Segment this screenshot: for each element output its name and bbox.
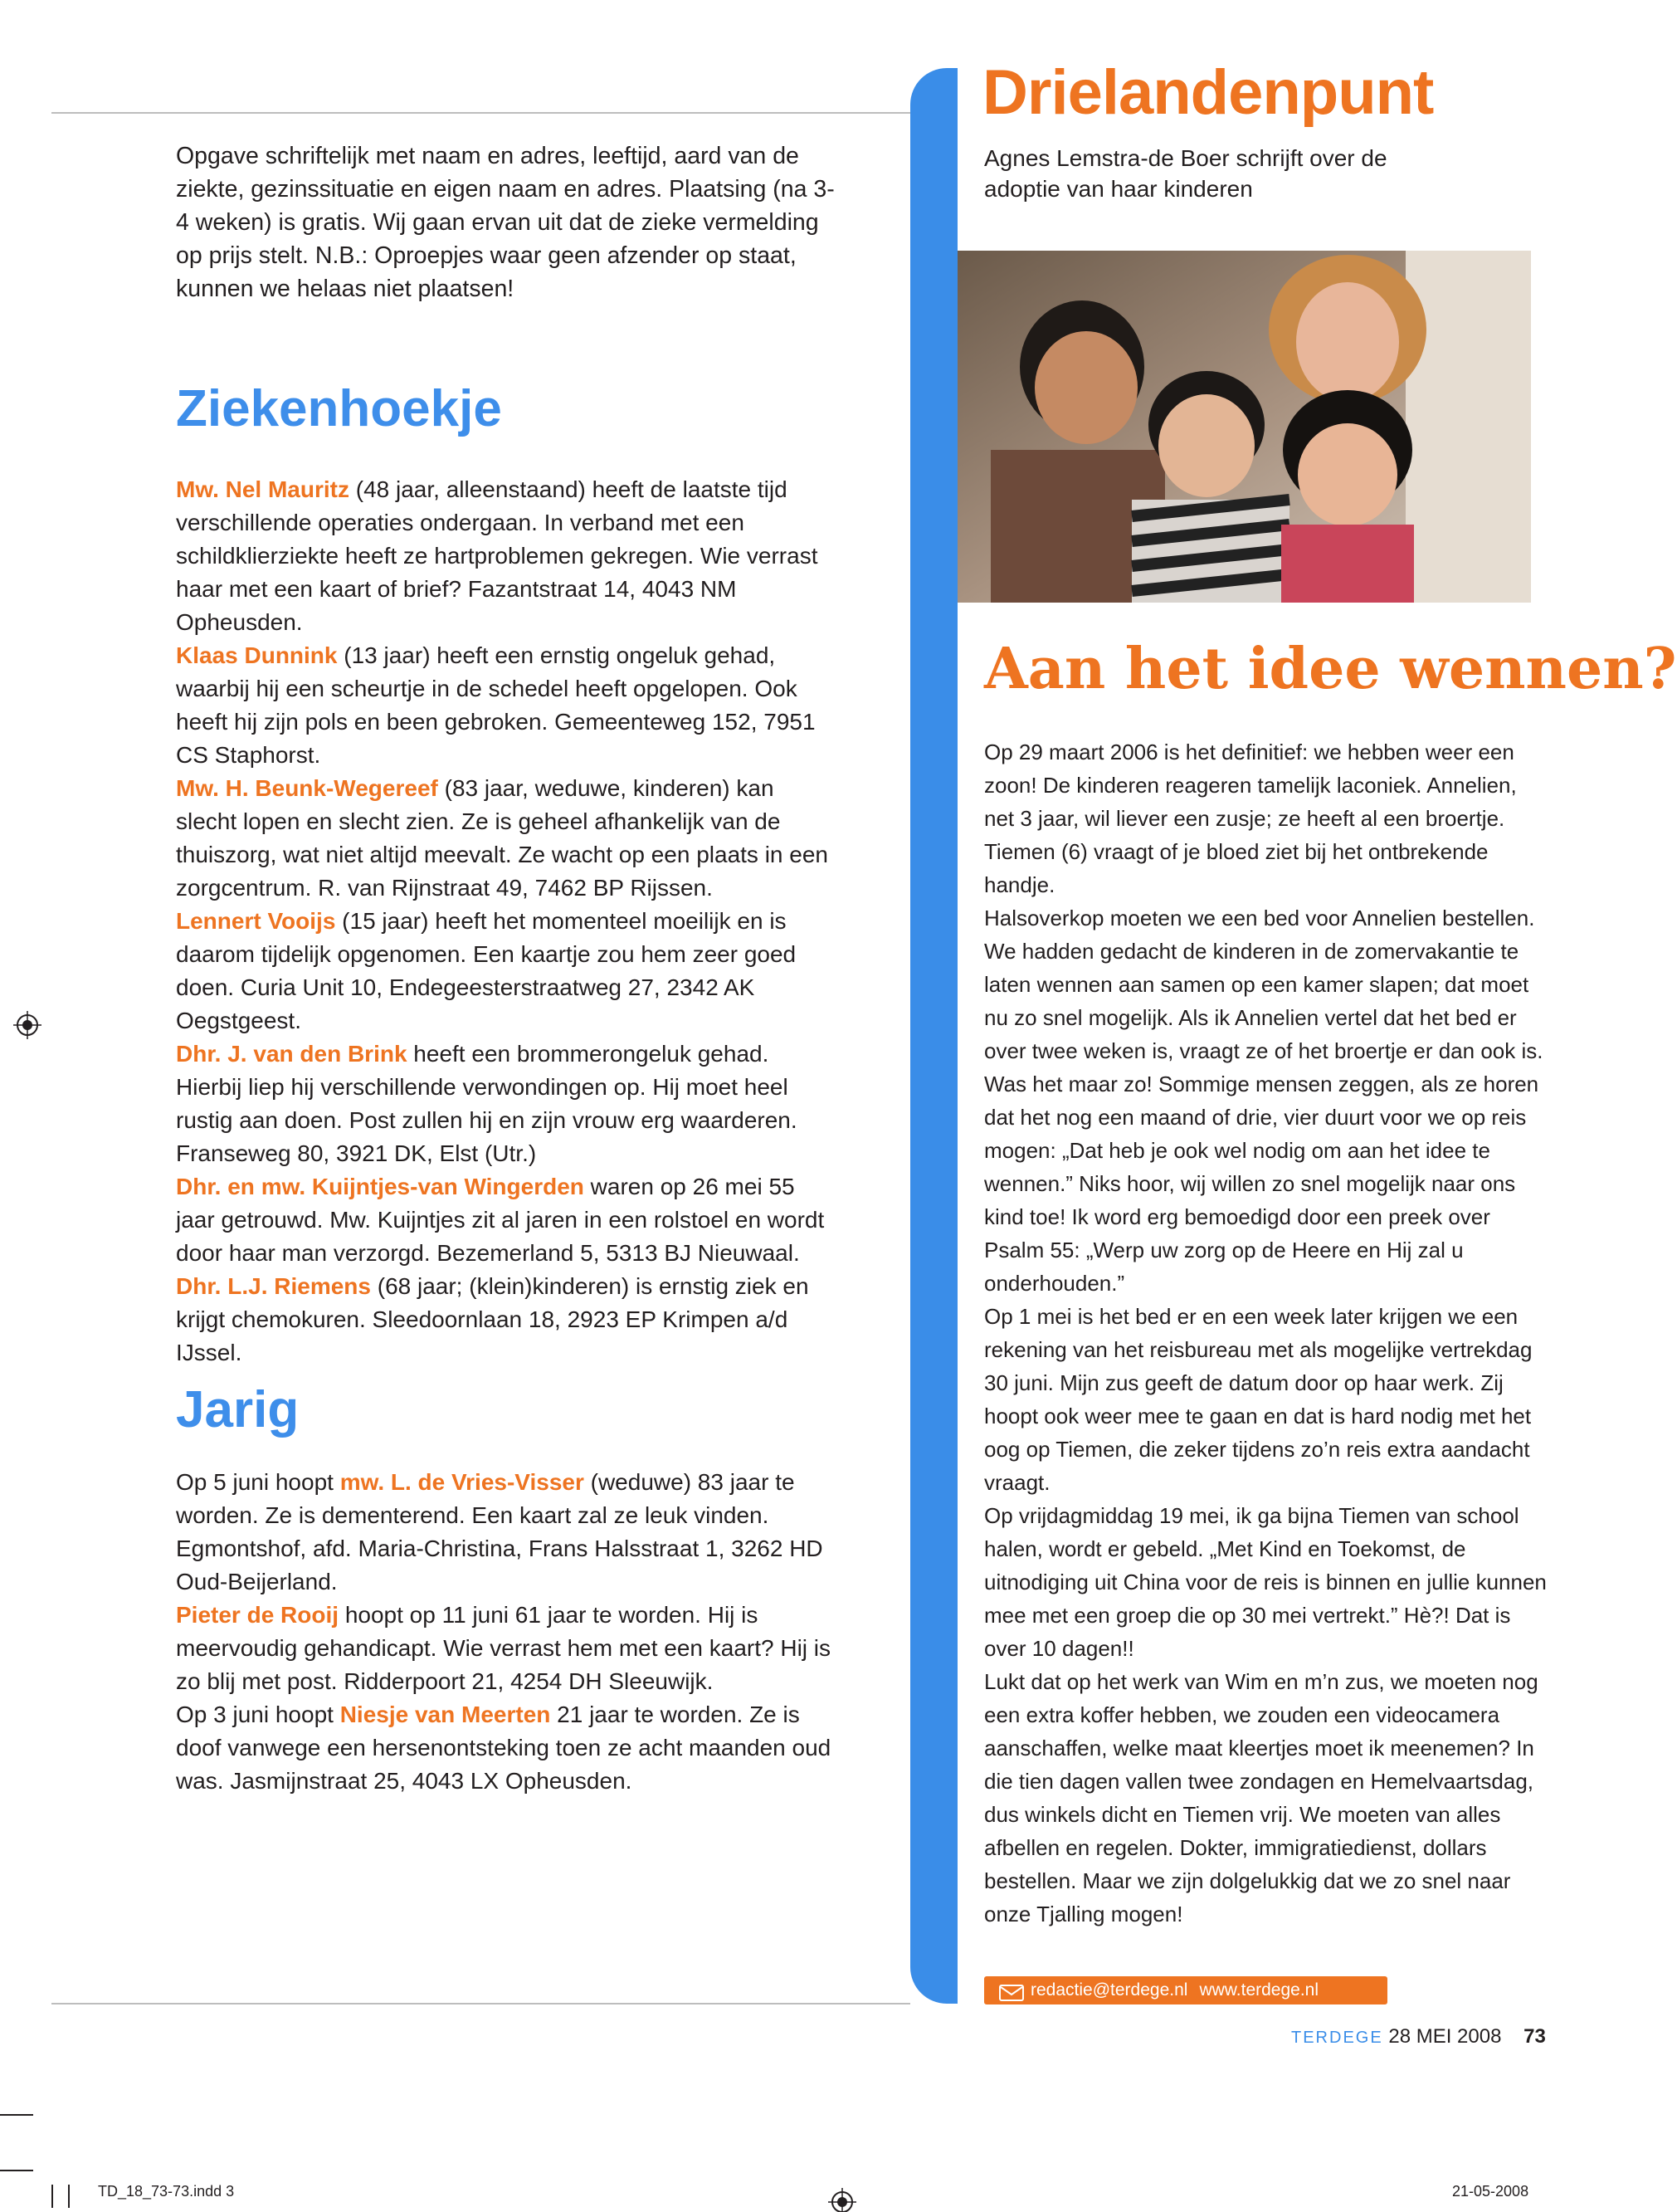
registration-mark-bottom bbox=[828, 2188, 856, 2212]
slug-date: 21-05-2008 bbox=[1452, 2183, 1529, 2200]
entry-text: (68 jaar; (klein)kinderen) is ernstig ziek en krijgt chemokuren. Sleedoornlaan 18, 2923 EP Krimpen a/d IJssel. bbox=[176, 1273, 809, 1365]
family-photo bbox=[958, 251, 1531, 603]
ziekenhoekje-entries bbox=[176, 473, 840, 1370]
entry bbox=[176, 639, 840, 772]
crop-mark-left bbox=[0, 2114, 33, 2116]
article-paragraph: Op 29 maart 2006 is het definitief: we hebben weer een zoon! De kinderen reageren tamelijk laconiek. Annelien, net 3 jaar, wil liever een zusje; ze heeft al een broertje. Tiemen (6) vraagt of je bloed ziet bij het ontbrekende handje. bbox=[984, 740, 1517, 897]
page-number: 73 bbox=[1523, 2025, 1546, 2048]
entry-text: (13 jaar) heeft een ernstig ongeluk gehad, waarbij hij een scheurtje in de schedel heeft opgelopen. Ook heeft hij zijn pols en been gebroken. Gemeenteweg 152, 7951 CS Staphorst. bbox=[176, 642, 816, 768]
entry-name: Pieter de Rooij bbox=[176, 1602, 339, 1628]
column-subtitle: Agnes Lemstra-de Boer schrijft over de adoptie van haar kinderen bbox=[984, 145, 1387, 202]
article-paragraph: Op vrijdagmiddag 19 mei, ik ga bijna Tiemen van school halen, wordt er gebeld. „Met Kind en Toekomst, de uitnodiging uit China voor de reis is binnen en jullie kunnen mee met een groep die op 30 mei vertrekt.” Hè?! Dat is over 10 dagen!! bbox=[984, 1503, 1547, 1661]
article-headline: Aan het idee wennen? bbox=[984, 636, 1677, 702]
entry-name: Klaas Dunnink bbox=[176, 642, 338, 668]
intro-paragraph: Opgave schriftelijk met naam en adres, leeftijd, aard van de ziekte, gezinssituatie en eigen naam en adres. Plaatsing (na 3-4 weken) is gratis. Wij gaan ervan uit dat de zieke vermelding op prijs stelt. N.B.: Oproepjes waar geen afzender op staat, kunnen we helaas niet plaatsen! bbox=[176, 143, 835, 302]
entry-name: Dhr. L.J. Riemens bbox=[176, 1273, 371, 1299]
entry-text: heeft een brommerongeluk gehad. Hierbij liep hij verschillende verwondingen op. Hij moet heel rustig aan doen. Post zullen hij en zijn vrouw erg waarderen. Franseweg 80, 3921 DK, Elst (Utr.) bbox=[176, 1041, 797, 1166]
entry-text: waren op 26 mei 55 jaar getrouwd. Mw. Kuijntjes zit al jaren in een rolstoel en wordt door haar man verzorgd. Bezemerland 5, 5313 BJ Nieuwaal. bbox=[176, 1174, 825, 1266]
page-footer bbox=[1291, 2025, 1546, 2048]
entry bbox=[176, 1599, 840, 1698]
crop-mark-vertical-2 bbox=[68, 2185, 70, 2208]
crop-mark-left-2 bbox=[0, 2170, 33, 2171]
entry bbox=[176, 473, 840, 639]
entry bbox=[176, 772, 840, 905]
entry-text: hoopt op 11 juni 61 jaar te worden. Hij is meervoudig gehandicapt. Wie verrast hem met een kaart? Hij is zo blij met post. Ridderpoort 21, 4254 DH Sleeuwijk. bbox=[176, 1602, 831, 1694]
entry-text: (weduwe) 83 jaar te worden. Ze is dementerend. Een kaart zal ze leuk vinden. Egmontshof, afd. Maria-Christina, Frans Halsstraat 1, 3262 HD Oud-Beijerland. bbox=[176, 1469, 823, 1594]
entry-name: Dhr. J. van den Brink bbox=[176, 1041, 407, 1067]
registration-mark-left bbox=[13, 1011, 41, 1043]
entry bbox=[176, 1698, 840, 1798]
entry-text: (83 jaar, weduwe, kinderen) kan slecht lopen en slecht zien. Ze is geheel afhankelijk van de thuiszorg, wat niet altijd meevalt. Ze wacht op een plaats in een zorgcentrum. R. van Rijnstraat 49, 7462 BP Rijssen. bbox=[176, 775, 828, 901]
entry-text: 21 jaar te worden. Ze is doof vanwege een hersenontsteking toen ze acht maanden oud was. Jasmijnstraat 25, 4043 LX Opheusden. bbox=[176, 1702, 831, 1794]
entry bbox=[176, 1466, 840, 1599]
column-title: Drielandenpunt bbox=[982, 57, 1434, 128]
entry bbox=[176, 1270, 840, 1370]
jarig-title: Jarig bbox=[176, 1381, 300, 1438]
article-body bbox=[984, 735, 1548, 1931]
entry bbox=[176, 1170, 840, 1270]
jarig-entries bbox=[176, 1466, 840, 1798]
ziekenhoekje-title: Ziekenhoekje bbox=[176, 380, 502, 437]
entry-intro: Op 5 juni hoopt bbox=[176, 1469, 340, 1495]
article-paragraph: Lukt dat op het werk van Wim en m’n zus, we moeten nog een extra koffer hebben, we zouden een videocamera aanschaffen, welke maat kleertjes moet ik meenemen? In die tien dagen vallen twee zondagen en Hemelvaartsdag, dus winkels dicht en Tiemen vrij. We moeten van alles afbellen en regelen. Dokter, immigratiedienst, dollars bestellen. Maar we zijn dolgelukkig dat we zo snel naar onze Tjalling mogen! bbox=[984, 1669, 1538, 1926]
email-link[interactable]: redactie@terdege.nl bbox=[1031, 1980, 1188, 2000]
entry-name: Mw. Nel Mauritz bbox=[176, 476, 349, 502]
bottom-rule bbox=[51, 2003, 910, 2004]
crop-mark-vertical bbox=[51, 2185, 53, 2208]
entry-name: Niesje van Meerten bbox=[339, 1702, 551, 1727]
entry bbox=[176, 905, 840, 1038]
contact-box bbox=[984, 1976, 1387, 2004]
magazine-name: TERDEGE bbox=[1291, 2029, 1383, 2047]
issue-date: 28 MEI 2008 bbox=[1388, 2025, 1502, 2048]
slug-file: TD_18_73-73.indd 3 bbox=[98, 2183, 235, 2200]
entry-name: Lennert Vooijs bbox=[176, 908, 336, 934]
entry bbox=[176, 1038, 840, 1170]
website-link[interactable]: www.terdege.nl bbox=[1199, 1980, 1319, 2000]
entry-name: mw. L. de Vries-Visser bbox=[339, 1469, 584, 1495]
article-paragraph: Halsoverkop moeten we een bed voor Annelien bestellen. We hadden gedacht de kinderen in de zomervakantie te laten wennen aan samen op een kamer slapen; dat moet nu zo snel mogelijk. Als ik Annelien vertel dat het bed er over twee weken is, vraagt ze of het broertje er dan ook is. Was het maar zo! Sommige mensen zeggen, als ze horen dat het nog een maand of drie, vier duurt voor we op reis mogen: „Dat heb je ook wel nodig om aan het idee te wennen.” Niks hoor, wij willen zo snel mogelijk naar ons kind toe! Ik word erg bemoedigd door een preek over Psalm 55: „Werp uw zorg op de Heere en Hij zal u onderhouden.” bbox=[984, 906, 1543, 1296]
entry-text: (15 jaar) heeft het momenteel moeilijk en is daarom tijdelijk opgenomen. Een kaartje zou hem zeer goed doen. Curia Unit 10, Endegeesterstraatweg 27, 2342 AK Oegstgeest. bbox=[176, 908, 797, 1033]
top-rule bbox=[51, 112, 910, 114]
family-photo-image bbox=[958, 251, 1531, 603]
envelope-icon bbox=[999, 1982, 1024, 1999]
entry-name: Mw. H. Beunk-Wegereef bbox=[176, 775, 438, 801]
article-paragraph: Op 1 mei is het bed er en een week later krijgen we een rekening van het reisbureau met als mogelijke vertrekdag 30 juni. Mijn zus geeft de datum door op haar werk. Zij hoopt ook weer mee te gaan en dat is hard nodig met het oog op Tiemen, die zeker tijdens zo’n reis extra aandacht vraagt. bbox=[984, 1304, 1533, 1495]
entry-text: (48 jaar, alleenstaand) heeft de laatste tijd verschillende operaties ondergaan. In verband met een schildklierziekte heeft ze hartproblemen gekregen. Wie verrast haar met een kaart of brief? Fazantstraat 14, 4043 NM Opheusden. bbox=[176, 476, 818, 635]
column-accent-bar bbox=[910, 68, 958, 2004]
entry-name: Dhr. en mw. Kuijntjes-van Wingerden bbox=[176, 1174, 584, 1199]
entry-intro: Op 3 juni hoopt bbox=[176, 1702, 340, 1727]
